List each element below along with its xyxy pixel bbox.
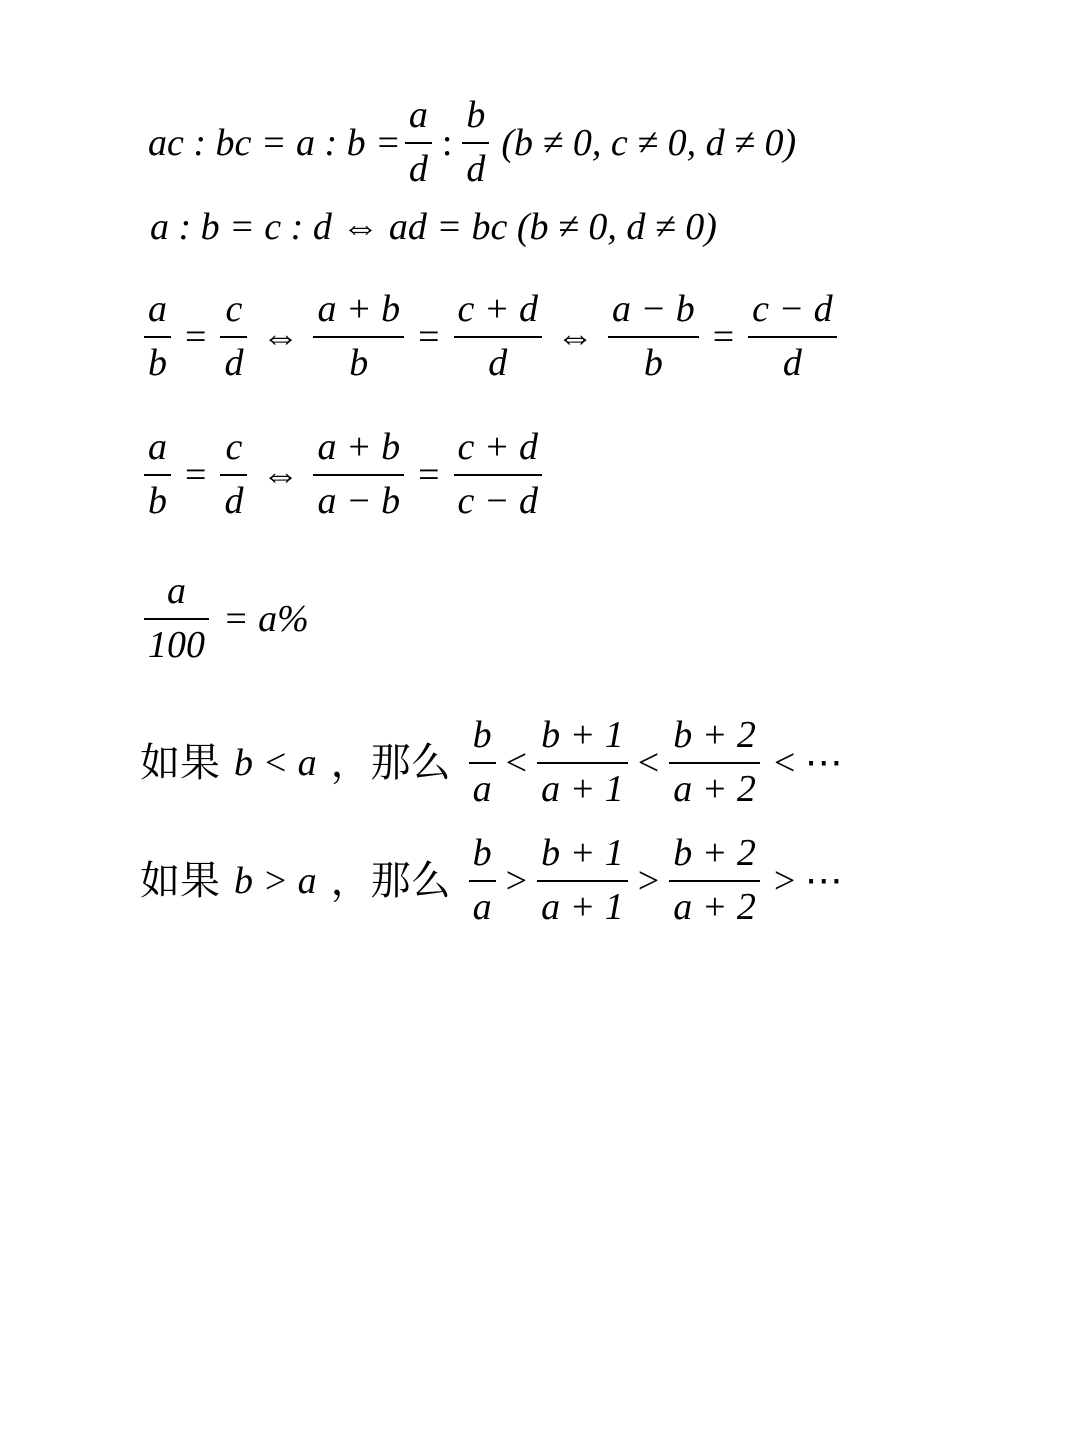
fraction-numerator: c − d: [752, 288, 833, 330]
eq6-condition: b < a: [234, 741, 317, 784]
fraction-denominator: a: [472, 767, 492, 810]
fraction-denominator: a + 1: [541, 767, 624, 810]
fraction-numerator: b: [472, 714, 492, 756]
fraction-denominator: d: [408, 147, 428, 190]
eq7-fraction-1: [469, 834, 496, 928]
fraction-numerator: b: [466, 94, 486, 136]
less-than-sign: <: [637, 741, 660, 784]
equals-sign: =: [418, 453, 440, 496]
eq7-prefix: 如果: [140, 857, 220, 904]
equals-sign: =: [185, 453, 207, 496]
eq1-colon: :: [441, 121, 453, 164]
equation-percent: [140, 572, 309, 666]
fraction-numerator: c + d: [457, 288, 539, 330]
fraction-numerator: b + 2: [673, 714, 756, 756]
greater-than-sign: >: [505, 859, 528, 902]
iff-sign: ⇔: [556, 315, 595, 358]
equals-sign: =: [712, 315, 735, 358]
eq3-fraction-4: [454, 290, 543, 384]
equals-sign: =: [418, 315, 440, 358]
eq3-fraction-3: [313, 290, 404, 384]
eq5-fraction-a-over-100: [144, 572, 209, 666]
fraction-denominator: a + 2: [673, 885, 756, 928]
fraction-denominator: b: [148, 479, 167, 522]
fraction-numerator: a + b: [317, 426, 401, 468]
fraction-denominator: b: [643, 341, 663, 384]
fraction-denominator: b: [349, 341, 369, 384]
eq3-fraction-5: [608, 290, 699, 384]
less-than-sign: <: [505, 741, 528, 784]
eq6-fraction-3: [669, 716, 760, 810]
equation-decreasing-fractions: [140, 834, 843, 928]
eq6-prefix: 如果: [140, 739, 220, 786]
fraction-numerator: a: [167, 570, 186, 612]
eq7-condition: b > a: [234, 859, 317, 902]
fraction-numerator: a: [408, 94, 428, 136]
eq3-fraction-1: [144, 290, 171, 384]
eq6-separator: ，那么: [330, 739, 451, 786]
fraction-denominator: b: [148, 341, 167, 384]
fraction-denominator: a + 1: [541, 885, 624, 928]
iff-sign: ⇔: [261, 315, 300, 358]
eq6-tail: < ⋯: [773, 741, 843, 784]
eq3-fraction-2: [220, 290, 247, 384]
equation-proportion-cross-product: [150, 208, 717, 246]
eq4-fraction-2: [220, 428, 247, 522]
eq4-fraction-1: [144, 428, 171, 522]
fraction-denominator: c − d: [457, 479, 539, 522]
equals-sign: =: [185, 315, 207, 358]
equation-increasing-fractions: [140, 716, 843, 810]
fraction-numerator: a + b: [317, 288, 401, 330]
iff-sign: ⇔: [261, 453, 300, 496]
fraction-denominator: a − b: [317, 479, 401, 522]
fraction-numerator: b + 2: [673, 832, 756, 874]
fraction-denominator: d: [466, 147, 486, 190]
eq6-fraction-1: [469, 716, 496, 810]
equation-ratio-scaling: [148, 96, 796, 190]
fraction-denominator: d: [488, 341, 508, 384]
fraction-numerator: b + 1: [541, 714, 624, 756]
eq4-fraction-4: [454, 428, 543, 522]
eq6-fraction-2: [537, 716, 628, 810]
fraction-numerator: a − b: [612, 288, 695, 330]
greater-than-sign: >: [637, 859, 660, 902]
fraction-denominator: a + 2: [673, 767, 756, 810]
fraction-denominator: d: [782, 341, 802, 384]
eq4-fraction-3: [313, 428, 404, 522]
fraction-numerator: b + 1: [541, 832, 624, 874]
fraction-denominator: 100: [148, 623, 205, 666]
eq7-fraction-3: [669, 834, 760, 928]
fraction-denominator: a: [472, 885, 492, 928]
equation-componendo-and-dividendo: [140, 428, 546, 522]
eq7-fraction-2: [537, 834, 628, 928]
fraction-numerator: c + d: [457, 426, 539, 468]
eq3-fraction-6: [748, 290, 837, 384]
eq1-lhs: ac : bc = a : b =: [148, 121, 401, 164]
eq1-fraction-b-over-d: [462, 96, 489, 190]
fraction-numerator: b: [472, 832, 492, 874]
eq5-rhs: = a%: [223, 597, 309, 640]
fraction-denominator: d: [224, 479, 244, 522]
fraction-numerator: a: [148, 426, 167, 468]
eq2-text: a : b = c : d ⇔ ad = bc (b ≠ 0, d ≠ 0): [150, 206, 717, 248]
eq1-condition: (b ≠ 0, c ≠ 0, d ≠ 0): [501, 121, 797, 164]
fraction-numerator: c: [225, 426, 243, 468]
fraction-numerator: a: [148, 288, 167, 330]
eq1-fraction-a-over-d: [405, 96, 432, 190]
fraction-numerator: c: [225, 288, 243, 330]
eq7-tail: > ⋯: [773, 859, 843, 902]
eq7-separator: ，那么: [330, 857, 451, 904]
equation-componendo-dividendo: [140, 290, 841, 384]
fraction-denominator: d: [224, 341, 244, 384]
